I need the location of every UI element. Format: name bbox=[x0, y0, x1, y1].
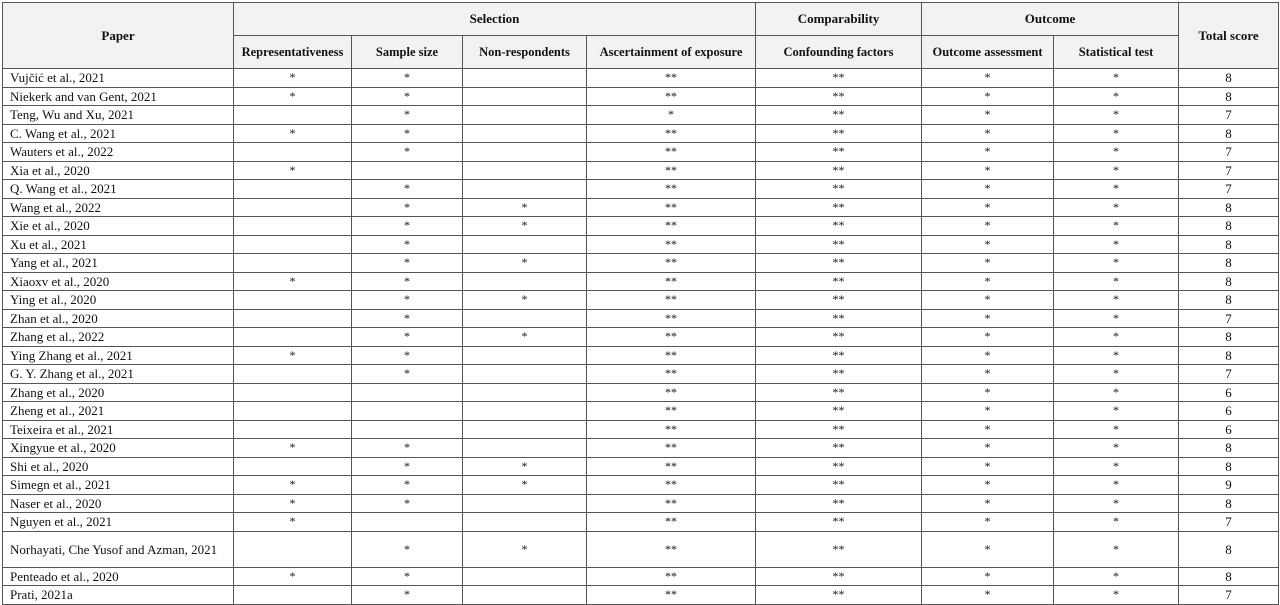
header-comparability: Comparability bbox=[756, 3, 922, 36]
ascertainment-cell: ** bbox=[587, 383, 756, 402]
header-confounding: Confounding factors bbox=[756, 36, 922, 69]
non-respondents-cell bbox=[463, 420, 587, 439]
ascertainment-cell: ** bbox=[587, 143, 756, 162]
total-score-cell: 7 bbox=[1179, 106, 1279, 125]
total-score-cell: 8 bbox=[1179, 69, 1279, 88]
ascertainment-cell: ** bbox=[587, 402, 756, 421]
paper-cell: Simegn et al., 2021 bbox=[3, 476, 234, 495]
outcome-assessment-cell: * bbox=[922, 402, 1054, 421]
paper-cell: Vujčić et al., 2021 bbox=[3, 69, 234, 88]
non-respondents-cell bbox=[463, 272, 587, 291]
non-respondents-cell bbox=[463, 494, 587, 513]
table-row bbox=[3, 439, 1279, 458]
representativeness-cell bbox=[234, 143, 352, 162]
ascertainment-cell: ** bbox=[587, 124, 756, 143]
statistical-test-cell: * bbox=[1054, 328, 1179, 347]
paper-cell: Zhan et al., 2020 bbox=[3, 309, 234, 328]
table-row bbox=[3, 494, 1279, 513]
statistical-test-cell: * bbox=[1054, 106, 1179, 125]
total-score-cell: 8 bbox=[1179, 346, 1279, 365]
total-score-cell: 7 bbox=[1179, 161, 1279, 180]
non-respondents-cell bbox=[463, 180, 587, 199]
representativeness-cell bbox=[234, 198, 352, 217]
non-respondents-cell bbox=[463, 402, 587, 421]
paper-cell: Nguyen et al., 2021 bbox=[3, 513, 234, 532]
outcome-assessment-cell: * bbox=[922, 198, 1054, 217]
ascertainment-cell: ** bbox=[587, 180, 756, 199]
representativeness-cell bbox=[234, 365, 352, 384]
total-score-cell: 8 bbox=[1179, 198, 1279, 217]
header-non-respondents: Non-respondents bbox=[463, 36, 587, 69]
ascertainment-cell: ** bbox=[587, 586, 756, 605]
header-representativeness: Representativeness bbox=[234, 36, 352, 69]
ascertainment-cell: ** bbox=[587, 494, 756, 513]
non-respondents-cell bbox=[463, 87, 587, 106]
non-respondents-cell: * bbox=[463, 198, 587, 217]
confounding-cell: ** bbox=[756, 198, 922, 217]
paper-cell: Xia et al., 2020 bbox=[3, 161, 234, 180]
total-score-cell: 6 bbox=[1179, 402, 1279, 421]
total-score-cell: 8 bbox=[1179, 328, 1279, 347]
non-respondents-cell bbox=[463, 161, 587, 180]
sample-size-cell: * bbox=[352, 439, 463, 458]
paper-cell: Wang et al., 2022 bbox=[3, 198, 234, 217]
representativeness-cell bbox=[234, 235, 352, 254]
paper-cell: Ying et al., 2020 bbox=[3, 291, 234, 310]
paper-cell: Zheng et al., 2021 bbox=[3, 402, 234, 421]
table-row bbox=[3, 217, 1279, 236]
confounding-cell: ** bbox=[756, 531, 922, 567]
confounding-cell: ** bbox=[756, 143, 922, 162]
total-score-cell: 8 bbox=[1179, 439, 1279, 458]
outcome-assessment-cell: * bbox=[922, 383, 1054, 402]
confounding-cell: ** bbox=[756, 586, 922, 605]
table-row bbox=[3, 383, 1279, 402]
paper-cell: Wauters et al., 2022 bbox=[3, 143, 234, 162]
sample-size-cell: * bbox=[352, 328, 463, 347]
confounding-cell: ** bbox=[756, 494, 922, 513]
representativeness-cell bbox=[234, 106, 352, 125]
outcome-assessment-cell: * bbox=[922, 272, 1054, 291]
representativeness-cell bbox=[234, 531, 352, 567]
outcome-assessment-cell: * bbox=[922, 457, 1054, 476]
outcome-assessment-cell: * bbox=[922, 365, 1054, 384]
ascertainment-cell: ** bbox=[587, 420, 756, 439]
statistical-test-cell: * bbox=[1054, 87, 1179, 106]
non-respondents-cell bbox=[463, 586, 587, 605]
representativeness-cell: * bbox=[234, 69, 352, 88]
header-paper: Paper bbox=[3, 3, 234, 69]
ascertainment-cell: ** bbox=[587, 365, 756, 384]
total-score-cell: 6 bbox=[1179, 383, 1279, 402]
non-respondents-cell: * bbox=[463, 291, 587, 310]
outcome-assessment-cell: * bbox=[922, 143, 1054, 162]
statistical-test-cell: * bbox=[1054, 346, 1179, 365]
ascertainment-cell: ** bbox=[587, 291, 756, 310]
statistical-test-cell: * bbox=[1054, 365, 1179, 384]
statistical-test-cell: * bbox=[1054, 161, 1179, 180]
confounding-cell: ** bbox=[756, 346, 922, 365]
statistical-test-cell: * bbox=[1054, 567, 1179, 586]
representativeness-cell bbox=[234, 309, 352, 328]
paper-cell: Norhayati, Che Yusof and Azman, 2021 bbox=[3, 531, 234, 567]
total-score-cell: 8 bbox=[1179, 87, 1279, 106]
non-respondents-cell: * bbox=[463, 531, 587, 567]
outcome-assessment-cell: * bbox=[922, 69, 1054, 88]
non-respondents-cell bbox=[463, 143, 587, 162]
confounding-cell: ** bbox=[756, 254, 922, 273]
non-respondents-cell bbox=[463, 235, 587, 254]
outcome-assessment-cell: * bbox=[922, 106, 1054, 125]
outcome-assessment-cell: * bbox=[922, 124, 1054, 143]
outcome-assessment-cell: * bbox=[922, 531, 1054, 567]
paper-cell: Xingyue et al., 2020 bbox=[3, 439, 234, 458]
total-score-cell: 8 bbox=[1179, 531, 1279, 567]
outcome-assessment-cell: * bbox=[922, 309, 1054, 328]
table-row bbox=[3, 254, 1279, 273]
representativeness-cell bbox=[234, 383, 352, 402]
representativeness-cell bbox=[234, 586, 352, 605]
sample-size-cell bbox=[352, 420, 463, 439]
paper-cell: Prati, 2021a bbox=[3, 586, 234, 605]
total-score-cell: 9 bbox=[1179, 476, 1279, 495]
table-row bbox=[3, 365, 1279, 384]
sample-size-cell: * bbox=[352, 198, 463, 217]
total-score-cell: 8 bbox=[1179, 494, 1279, 513]
paper-cell: C. Wang et al., 2021 bbox=[3, 124, 234, 143]
outcome-assessment-cell: * bbox=[922, 254, 1054, 273]
sample-size-cell: * bbox=[352, 291, 463, 310]
table-row bbox=[3, 513, 1279, 532]
total-score-cell: 8 bbox=[1179, 291, 1279, 310]
confounding-cell: ** bbox=[756, 69, 922, 88]
statistical-test-cell: * bbox=[1054, 143, 1179, 162]
representativeness-cell: * bbox=[234, 476, 352, 495]
total-score-cell: 8 bbox=[1179, 272, 1279, 291]
representativeness-cell: * bbox=[234, 124, 352, 143]
representativeness-cell bbox=[234, 402, 352, 421]
non-respondents-cell bbox=[463, 365, 587, 384]
outcome-assessment-cell: * bbox=[922, 439, 1054, 458]
non-respondents-cell bbox=[463, 513, 587, 532]
sample-size-cell: * bbox=[352, 143, 463, 162]
ascertainment-cell: ** bbox=[587, 476, 756, 495]
non-respondents-cell: * bbox=[463, 217, 587, 236]
outcome-assessment-cell: * bbox=[922, 513, 1054, 532]
total-score-cell: 7 bbox=[1179, 143, 1279, 162]
representativeness-cell: * bbox=[234, 87, 352, 106]
representativeness-cell: * bbox=[234, 513, 352, 532]
statistical-test-cell: * bbox=[1054, 383, 1179, 402]
representativeness-cell: * bbox=[234, 272, 352, 291]
confounding-cell: ** bbox=[756, 272, 922, 291]
confounding-cell: ** bbox=[756, 567, 922, 586]
total-score-cell: 8 bbox=[1179, 124, 1279, 143]
ascertainment-cell: ** bbox=[587, 254, 756, 273]
paper-cell: Penteado et al., 2020 bbox=[3, 567, 234, 586]
confounding-cell: ** bbox=[756, 217, 922, 236]
ascertainment-cell: ** bbox=[587, 567, 756, 586]
sample-size-cell: * bbox=[352, 217, 463, 236]
outcome-assessment-cell: * bbox=[922, 494, 1054, 513]
confounding-cell: ** bbox=[756, 180, 922, 199]
representativeness-cell: * bbox=[234, 346, 352, 365]
representativeness-cell bbox=[234, 217, 352, 236]
confounding-cell: ** bbox=[756, 309, 922, 328]
table-row bbox=[3, 567, 1279, 586]
statistical-test-cell: * bbox=[1054, 217, 1179, 236]
table-row bbox=[3, 161, 1279, 180]
sample-size-cell: * bbox=[352, 586, 463, 605]
sample-size-cell bbox=[352, 161, 463, 180]
paper-cell: Ying Zhang et al., 2021 bbox=[3, 346, 234, 365]
confounding-cell: ** bbox=[756, 365, 922, 384]
total-score-cell: 7 bbox=[1179, 180, 1279, 199]
ascertainment-cell: * bbox=[587, 106, 756, 125]
sample-size-cell: * bbox=[352, 124, 463, 143]
outcome-assessment-cell: * bbox=[922, 586, 1054, 605]
outcome-assessment-cell: * bbox=[922, 180, 1054, 199]
statistical-test-cell: * bbox=[1054, 531, 1179, 567]
outcome-assessment-cell: * bbox=[922, 328, 1054, 347]
ascertainment-cell: ** bbox=[587, 161, 756, 180]
statistical-test-cell: * bbox=[1054, 69, 1179, 88]
statistical-test-cell: * bbox=[1054, 198, 1179, 217]
total-score-cell: 7 bbox=[1179, 513, 1279, 532]
representativeness-cell: * bbox=[234, 161, 352, 180]
outcome-assessment-cell: * bbox=[922, 346, 1054, 365]
non-respondents-cell: * bbox=[463, 476, 587, 495]
total-score-cell: 8 bbox=[1179, 567, 1279, 586]
paper-cell: Xu et al., 2021 bbox=[3, 235, 234, 254]
non-respondents-cell: * bbox=[463, 254, 587, 273]
sample-size-cell bbox=[352, 513, 463, 532]
statistical-test-cell: * bbox=[1054, 513, 1179, 532]
paper-cell: Q. Wang et al., 2021 bbox=[3, 180, 234, 199]
representativeness-cell bbox=[234, 328, 352, 347]
table-row bbox=[3, 346, 1279, 365]
ascertainment-cell: ** bbox=[587, 309, 756, 328]
confounding-cell: ** bbox=[756, 383, 922, 402]
paper-cell: Xie et al., 2020 bbox=[3, 217, 234, 236]
statistical-test-cell: * bbox=[1054, 494, 1179, 513]
non-respondents-cell bbox=[463, 309, 587, 328]
outcome-assessment-cell: * bbox=[922, 217, 1054, 236]
sample-size-cell: * bbox=[352, 87, 463, 106]
header-outcome: Outcome bbox=[922, 3, 1179, 36]
total-score-cell: 8 bbox=[1179, 254, 1279, 273]
table-row bbox=[3, 586, 1279, 605]
non-respondents-cell bbox=[463, 69, 587, 88]
paper-cell: Shi et al., 2020 bbox=[3, 457, 234, 476]
paper-cell: Niekerk and van Gent, 2021 bbox=[3, 87, 234, 106]
paper-cell: Teng, Wu and Xu, 2021 bbox=[3, 106, 234, 125]
table-row bbox=[3, 420, 1279, 439]
confounding-cell: ** bbox=[756, 439, 922, 458]
table-row bbox=[3, 143, 1279, 162]
total-score-cell: 8 bbox=[1179, 217, 1279, 236]
confounding-cell: ** bbox=[756, 513, 922, 532]
table-row bbox=[3, 291, 1279, 310]
non-respondents-cell bbox=[463, 383, 587, 402]
non-respondents-cell: * bbox=[463, 457, 587, 476]
quality-assessment-table bbox=[2, 2, 1279, 605]
statistical-test-cell: * bbox=[1054, 291, 1179, 310]
confounding-cell: ** bbox=[756, 235, 922, 254]
table-row bbox=[3, 309, 1279, 328]
statistical-test-cell: * bbox=[1054, 309, 1179, 328]
ascertainment-cell: ** bbox=[587, 87, 756, 106]
total-score-cell: 7 bbox=[1179, 365, 1279, 384]
total-score-cell: 8 bbox=[1179, 235, 1279, 254]
statistical-test-cell: * bbox=[1054, 254, 1179, 273]
sample-size-cell: * bbox=[352, 567, 463, 586]
representativeness-cell bbox=[234, 254, 352, 273]
table-body bbox=[3, 69, 1279, 605]
confounding-cell: ** bbox=[756, 457, 922, 476]
sample-size-cell: * bbox=[352, 531, 463, 567]
outcome-assessment-cell: * bbox=[922, 420, 1054, 439]
header-ascertainment: Ascertainment of exposure bbox=[587, 36, 756, 69]
table-row bbox=[3, 180, 1279, 199]
sample-size-cell: * bbox=[352, 365, 463, 384]
table-row bbox=[3, 457, 1279, 476]
table-row bbox=[3, 198, 1279, 217]
table-row bbox=[3, 69, 1279, 88]
table-row bbox=[3, 476, 1279, 495]
ascertainment-cell: ** bbox=[587, 198, 756, 217]
non-respondents-cell bbox=[463, 439, 587, 458]
sample-size-cell: * bbox=[352, 272, 463, 291]
ascertainment-cell: ** bbox=[587, 272, 756, 291]
ascertainment-cell: ** bbox=[587, 217, 756, 236]
ascertainment-cell: ** bbox=[587, 531, 756, 567]
outcome-assessment-cell: * bbox=[922, 235, 1054, 254]
ascertainment-cell: ** bbox=[587, 346, 756, 365]
outcome-assessment-cell: * bbox=[922, 87, 1054, 106]
statistical-test-cell: * bbox=[1054, 476, 1179, 495]
outcome-assessment-cell: * bbox=[922, 567, 1054, 586]
paper-cell: Naser et al., 2020 bbox=[3, 494, 234, 513]
representativeness-cell: * bbox=[234, 494, 352, 513]
ascertainment-cell: ** bbox=[587, 457, 756, 476]
statistical-test-cell: * bbox=[1054, 402, 1179, 421]
sample-size-cell: * bbox=[352, 180, 463, 199]
non-respondents-cell bbox=[463, 106, 587, 125]
sample-size-cell: * bbox=[352, 494, 463, 513]
confounding-cell: ** bbox=[756, 328, 922, 347]
representativeness-cell bbox=[234, 457, 352, 476]
statistical-test-cell: * bbox=[1054, 235, 1179, 254]
sample-size-cell: * bbox=[352, 69, 463, 88]
paper-cell: Yang et al., 2021 bbox=[3, 254, 234, 273]
outcome-assessment-cell: * bbox=[922, 476, 1054, 495]
header-sample-size: Sample size bbox=[352, 36, 463, 69]
representativeness-cell bbox=[234, 291, 352, 310]
sample-size-cell: * bbox=[352, 106, 463, 125]
total-score-cell: 8 bbox=[1179, 457, 1279, 476]
ascertainment-cell: ** bbox=[587, 513, 756, 532]
statistical-test-cell: * bbox=[1054, 457, 1179, 476]
statistical-test-cell: * bbox=[1054, 272, 1179, 291]
ascertainment-cell: ** bbox=[587, 235, 756, 254]
sample-size-cell: * bbox=[352, 254, 463, 273]
representativeness-cell bbox=[234, 420, 352, 439]
ascertainment-cell: ** bbox=[587, 69, 756, 88]
header-selection: Selection bbox=[234, 3, 756, 36]
paper-cell: Xiaoxv et al., 2020 bbox=[3, 272, 234, 291]
header-statistical-test: Statistical test bbox=[1054, 36, 1179, 69]
paper-cell: Zhang et al., 2022 bbox=[3, 328, 234, 347]
total-score-cell: 6 bbox=[1179, 420, 1279, 439]
outcome-assessment-cell: * bbox=[922, 291, 1054, 310]
confounding-cell: ** bbox=[756, 124, 922, 143]
statistical-test-cell: * bbox=[1054, 180, 1179, 199]
sample-size-cell: * bbox=[352, 309, 463, 328]
table-row bbox=[3, 235, 1279, 254]
ascertainment-cell: ** bbox=[587, 328, 756, 347]
table-row bbox=[3, 531, 1279, 567]
non-respondents-cell: * bbox=[463, 328, 587, 347]
paper-cell: Zhang et al., 2020 bbox=[3, 383, 234, 402]
confounding-cell: ** bbox=[756, 420, 922, 439]
total-score-cell: 7 bbox=[1179, 309, 1279, 328]
sample-size-cell bbox=[352, 402, 463, 421]
table-row bbox=[3, 106, 1279, 125]
sample-size-cell: * bbox=[352, 476, 463, 495]
non-respondents-cell bbox=[463, 567, 587, 586]
header-outcome-assessment: Outcome assessment bbox=[922, 36, 1054, 69]
non-respondents-cell bbox=[463, 124, 587, 143]
confounding-cell: ** bbox=[756, 476, 922, 495]
confounding-cell: ** bbox=[756, 402, 922, 421]
table-row bbox=[3, 124, 1279, 143]
statistical-test-cell: * bbox=[1054, 586, 1179, 605]
representativeness-cell: * bbox=[234, 439, 352, 458]
confounding-cell: ** bbox=[756, 161, 922, 180]
sample-size-cell: * bbox=[352, 457, 463, 476]
header-total-score: Total score bbox=[1179, 3, 1279, 69]
sample-size-cell: * bbox=[352, 235, 463, 254]
table-row bbox=[3, 272, 1279, 291]
table-row bbox=[3, 402, 1279, 421]
statistical-test-cell: * bbox=[1054, 439, 1179, 458]
total-score-cell: 7 bbox=[1179, 586, 1279, 605]
table-row bbox=[3, 328, 1279, 347]
ascertainment-cell: ** bbox=[587, 439, 756, 458]
sample-size-cell: * bbox=[352, 346, 463, 365]
statistical-test-cell: * bbox=[1054, 124, 1179, 143]
confounding-cell: ** bbox=[756, 291, 922, 310]
table-row bbox=[3, 87, 1279, 106]
outcome-assessment-cell: * bbox=[922, 161, 1054, 180]
paper-cell: Teixeira et al., 2021 bbox=[3, 420, 234, 439]
non-respondents-cell bbox=[463, 346, 587, 365]
confounding-cell: ** bbox=[756, 87, 922, 106]
representativeness-cell bbox=[234, 180, 352, 199]
confounding-cell: ** bbox=[756, 106, 922, 125]
statistical-test-cell: * bbox=[1054, 420, 1179, 439]
paper-cell: G. Y. Zhang et al., 2021 bbox=[3, 365, 234, 384]
representativeness-cell: * bbox=[234, 567, 352, 586]
sample-size-cell bbox=[352, 383, 463, 402]
